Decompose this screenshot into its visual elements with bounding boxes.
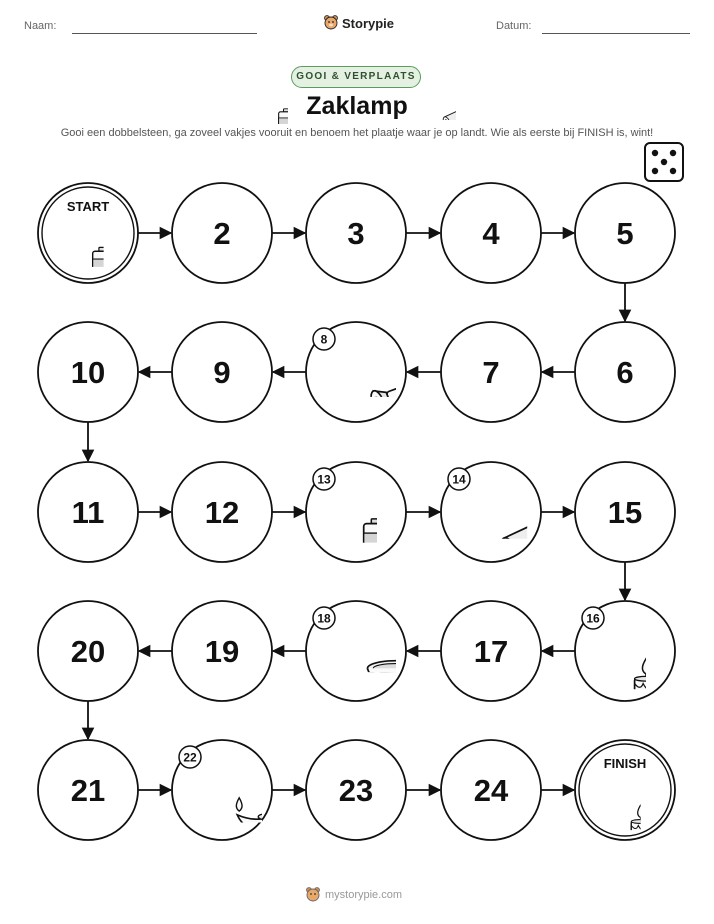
board-cell — [441, 462, 556, 562]
board-cell — [306, 462, 406, 565]
board-cell — [306, 740, 406, 840]
board-cell — [441, 322, 541, 422]
dice-icon — [645, 143, 683, 181]
board-cell — [172, 322, 272, 422]
board-cell — [575, 183, 675, 283]
footer — [306, 887, 402, 903]
page-title: Zaklamp — [306, 92, 408, 120]
board-cell — [306, 601, 425, 701]
cell-number-small: 8 — [320, 332, 328, 347]
brand-name: Storypie — [342, 15, 395, 31]
cell-circle — [38, 183, 138, 283]
cell-number: 21 — [70, 773, 106, 808]
cell-number: 24 — [473, 773, 509, 808]
cell-number: 17 — [473, 634, 509, 669]
cell-number: 23 — [338, 773, 374, 808]
cell-number: 4 — [482, 216, 500, 251]
cell-number: 2 — [213, 216, 231, 251]
board-cell — [441, 601, 541, 701]
cell-number: 7 — [482, 355, 500, 390]
instructions: Gooi een dobbelsteen, ga zoveel vakjes vooruit en benoem het plaatje waar je op landt. Wie als eerste bij FINISH is, wint! — [60, 127, 654, 139]
cell-number-small: 16 — [586, 611, 600, 626]
category-badge: GOOI & VERPLAATS — [291, 66, 421, 88]
date-label: Datum: — [496, 20, 532, 32]
board-cell — [172, 183, 272, 283]
cell-number-small: 14 — [452, 472, 466, 487]
cell-number-small: 22 — [183, 750, 197, 765]
board-cell — [38, 740, 138, 840]
board-cell — [441, 183, 541, 283]
board-cell — [575, 462, 675, 562]
tube-icon — [422, 92, 456, 120]
cell-number-small: 18 — [317, 611, 331, 626]
battery-icon — [262, 90, 288, 124]
board-cell — [172, 462, 272, 562]
finish-label: FINISH — [603, 756, 647, 771]
name-label: Naam: — [24, 20, 57, 32]
cell-number: 11 — [71, 495, 105, 530]
cell-number: 19 — [204, 634, 240, 669]
board-cell — [38, 601, 138, 701]
board-cell — [575, 740, 675, 856]
board-cell — [306, 183, 406, 283]
cell-number: 12 — [204, 495, 240, 530]
cell-number: 5 — [616, 216, 634, 251]
cell-number: 20 — [70, 634, 106, 669]
cell-number: 6 — [616, 355, 634, 390]
board-cell — [172, 601, 272, 701]
cell-number: 15 — [607, 495, 643, 530]
board-cell — [38, 322, 138, 422]
board-cell — [575, 601, 675, 721]
start-label: START — [66, 199, 110, 214]
cell-number: 3 — [347, 216, 365, 251]
board-cell — [38, 183, 138, 286]
cell-number: 10 — [70, 355, 106, 390]
board-cell — [575, 322, 675, 422]
footer-url: mystorypie.com — [325, 889, 403, 901]
board-cell — [38, 462, 138, 562]
bear-icon — [306, 887, 320, 903]
cell-number-small: 13 — [317, 472, 331, 487]
board-cells — [38, 183, 675, 856]
cell-number: 9 — [213, 355, 231, 390]
board-cell — [441, 740, 541, 840]
cell-circle — [575, 740, 675, 840]
